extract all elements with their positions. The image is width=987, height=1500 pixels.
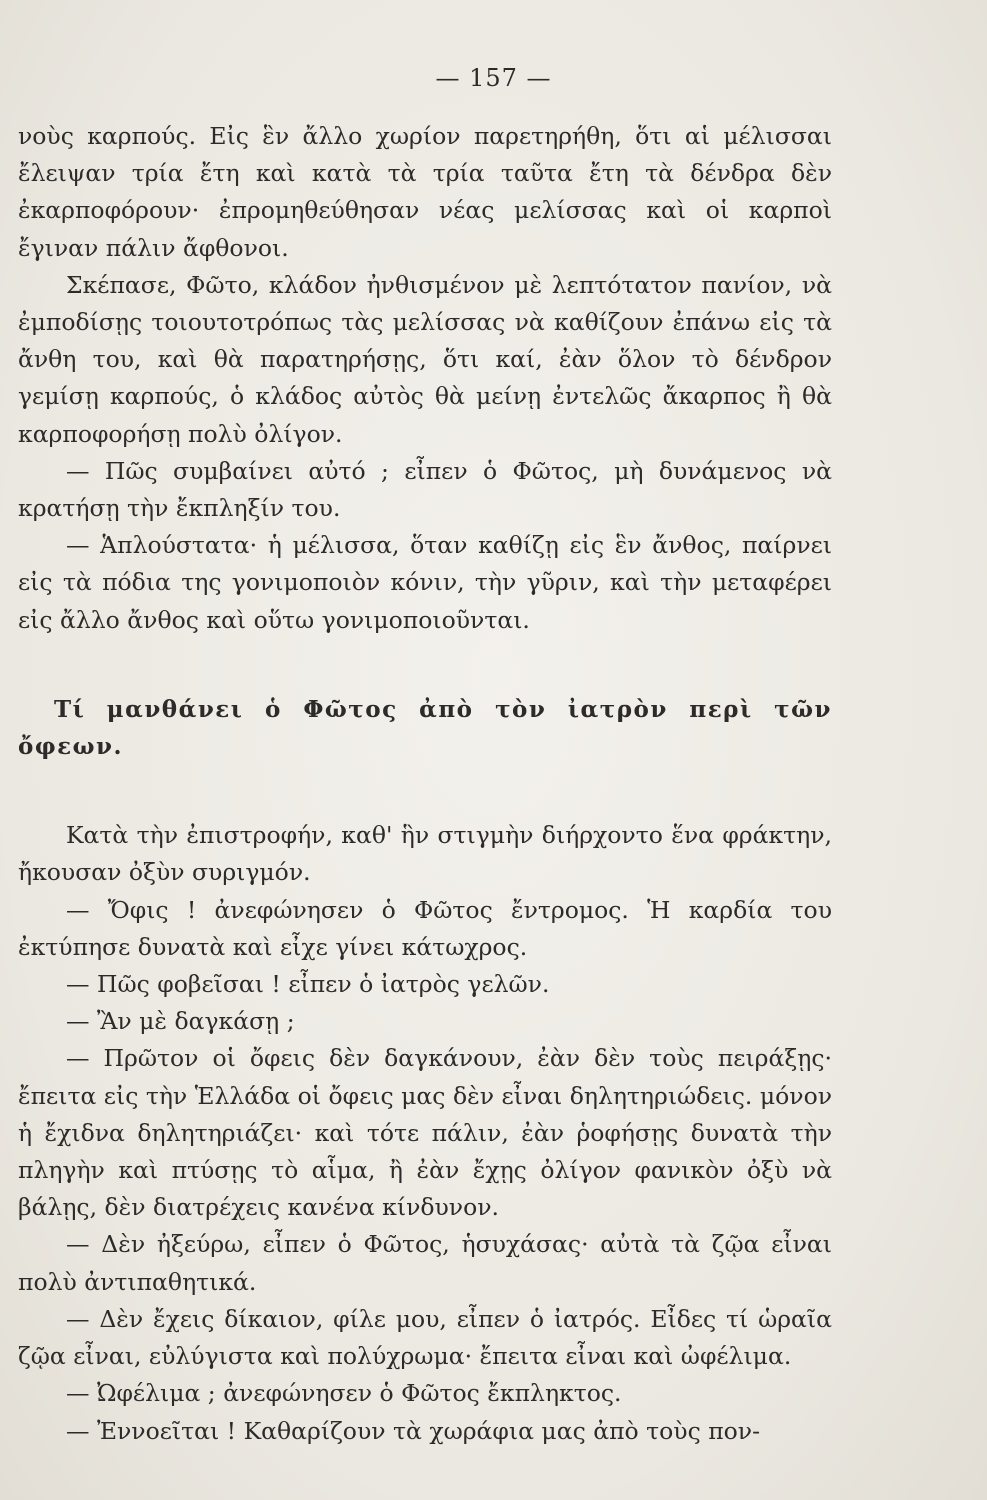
paragraph: νοὺς καρπούς. Εἰς ἓν ἄλλο χωρίον παρετηρήθη, ὅτι αἱ μέλισσαι ἔλειψαν τρία ἔτη καὶ κατὰ τὰ τρία ταῦτα ἔτη τὰ δένδρα δὲν ἐκαρποφόρουν· ἐπρομηθεύθησαν νέας μελίσσας καὶ οἱ καρποὶ ἔγιναν πάλιν ἄφθονοι.: [18, 122, 832, 262]
dialogue-line: — Πρῶτον οἱ ὄφεις δὲν δαγκάνουν, ἐὰν δὲν τοὺς πειράξῃς· ἔπειτα εἰς τὴν Ἑλλάδα οἱ ὄφεις μας δὲν εἶναι δηλητηριώδεις. μόνον ἡ ἔχιδνα δηλητηριάζει· καὶ τότε πάλιν, ἐὰν ῥοφήσῃς δυνατὰ τὴν πληγὴν καὶ πτύσῃς τὸ αἷμα, ἢ ἐὰν ἔχῃς ὀλίγον φανικὸν ὀξὺ νὰ βάλῃς, δὲν διατρέχεις κανένα κίνδυνον.: [18, 1044, 832, 1222]
text-column: [18, 118, 832, 1450]
dialogue-line: — Ὄφις ! ἀνεφώνησεν ὁ Φῶτος ἔντρομος. Ἡ καρδία του ἐκτύπησε δυνατὰ καὶ εἶχε γίνει κάτωχρος.: [18, 895, 832, 961]
dialogue-line: — Δὲν ἠξεύρω, εἶπεν ὁ Φῶτος, ἡσυχάσας· αὐτὰ τὰ ζῷα εἶναι πολὺ ἀντιπαθητικά.: [18, 1230, 832, 1296]
dialogue-line: — Δὲν ἔχεις δίκαιον, φίλε μου, εἶπεν ὁ ἰατρός. Εἶδες τί ὡραῖα ζῷα εἶναι, εὐλύγιστα καὶ πολύχρωμα· ἔπειτα εἶναι καὶ ὠφέλιμα.: [18, 1304, 832, 1371]
dialogue-line: — Ἂν μὲ δαγκάσῃ ;: [66, 1007, 295, 1036]
dialogue-line: — Πῶς φοβεῖσαι ! εἶπεν ὁ ἰατρὸς γελῶν.: [66, 970, 550, 999]
dialogue-line: — Πῶς συμβαίνει αὐτό ; εἶπεν ὁ Φῶτος, μὴ δυνάμενος νὰ κρατήσῃ τὴν ἔκπληξίν του.: [18, 456, 832, 523]
page-number: — 157 —: [435, 64, 552, 92]
dialogue-line: — Ἐννοεῖται ! Καθαρίζουν τὰ χωράφια μας ἀπὸ τοὺς πον-: [66, 1416, 761, 1445]
paragraph: Κατὰ τὴν ἐπιστροφήν, καθ' ἣν στιγμὴν διήρχοντο ἕνα φράκτην, ἤκουσαν ὀξὺν συριγμόν.: [18, 821, 832, 887]
dialogue-line: — Ἁπλούστατα· ἡ μέλισσα, ὅταν καθίζῃ εἰς ἓν ἄνθος, παίρνει εἰς τὰ πόδια της γονιμοποιὸν κόνιν, τὴν γῦριν, καὶ τὴν μεταφέρει εἰς ἄλλο ἄνθος καὶ οὕτω γονιμοποιοῦνται.: [18, 531, 832, 634]
paragraph: Σκέπασε, Φῶτο, κλάδον ἠνθισμένον μὲ λεπτότατον πανίον, νὰ ἐμποδίσῃς τοιουτοτρόπως τὰς μελίσσας νὰ καθίζουν ἐπάνω εἰς τὰ ἄνθη του, καὶ θὰ παρατηρήσῃς, ὅτι καί, ἐὰν ὅλον τὸ δένδρον γεμίσῃ καρπούς, ὁ κλάδος αὐτὸς θὰ μείνῃ ἐντελῶς ἄκαρπος ἢ θὰ καρποφορήσῃ πολὺ ὀλίγον.: [18, 270, 832, 448]
section-heading: Τί μανθάνει ὁ Φῶτος ἀπὸ τὸν ἰατρὸν περὶ τῶν ὄφεων.: [18, 695, 832, 761]
dialogue-line: — Ὠφέλιμα ; ἀνεφώνησεν ὁ Φῶτος ἔκπληκτος.: [66, 1379, 622, 1408]
